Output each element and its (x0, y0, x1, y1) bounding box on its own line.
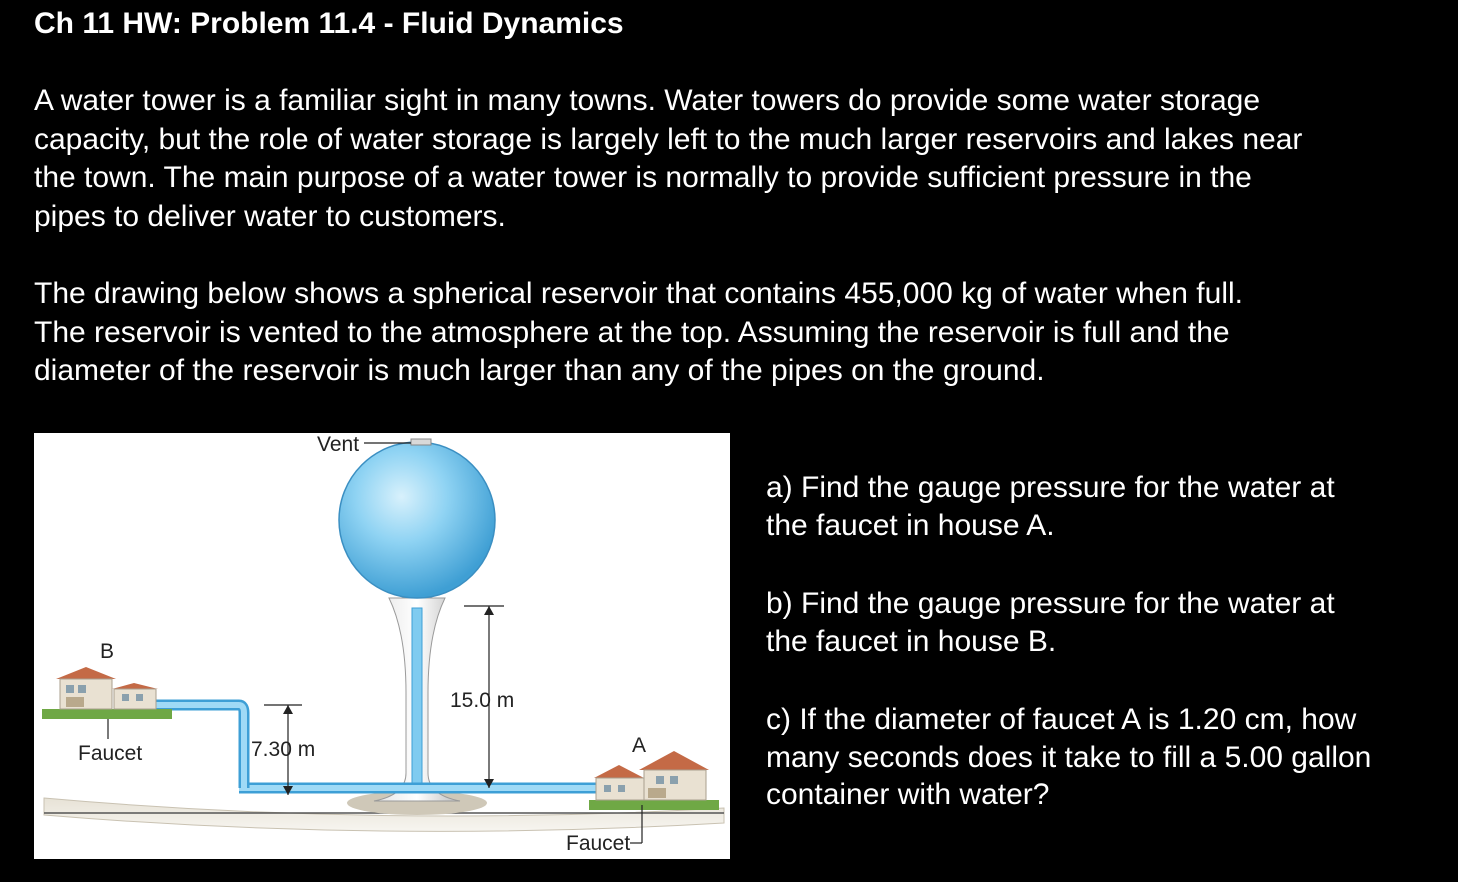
setup-line: diameter of the reservoir is much larger than any of the pipes on the ground. (34, 354, 1045, 387)
spherical-reservoir (339, 442, 495, 598)
vent-label: Vent (317, 433, 360, 456)
question-b (766, 585, 1446, 660)
house-a-label: A (632, 734, 647, 757)
question-a-line: a) Find the gauge pressure for the water at (766, 471, 1335, 504)
question-c-line: container with water? (766, 778, 1050, 811)
question-a (766, 469, 1446, 544)
water-tower-figure (34, 433, 730, 859)
intro-line: pipes to deliver water to customers. (34, 199, 506, 233)
faucet-b-label: Faucet (78, 742, 143, 765)
setup-line: The drawing below shows a spherical reservoir that contains 455,000 kg of water when full. (34, 277, 1243, 310)
stem-water-pipe (412, 608, 422, 788)
house-b-label: B (100, 640, 115, 663)
question-c-line: many seconds does it take to fill a 5.00 gallon (766, 740, 1372, 774)
question-b-line: b) Find the gauge pressure for the water at (766, 587, 1335, 620)
question-a-line: the faucet in house A. (766, 508, 1055, 542)
question-c (766, 701, 1446, 814)
question-c-line: c) If the diameter of faucet A is 1.20 cm, how (766, 703, 1357, 736)
vent-cap (411, 439, 431, 445)
intro-line: capacity, but the role of water storage is largely left to the much larger reservoirs and lakes near (34, 122, 1303, 156)
setup-line: The reservoir is vented to the atmosphere at the top. Assuming the reservoir is full and the (34, 315, 1230, 349)
height-tower-label: 15.0 m (450, 689, 515, 712)
house-b (42, 667, 172, 719)
question-b-line: the faucet in house B. (766, 624, 1057, 658)
setup-paragraph (34, 275, 1434, 391)
problem-title: Ch 11 HW: Problem 11.4 - Fluid Dynamics (34, 7, 624, 40)
faucet-a-label: Faucet (566, 832, 631, 855)
intro-line: A water tower is a familiar sight in many towns. Water towers do provide some water storage (34, 84, 1261, 117)
house-a (589, 751, 719, 810)
height-b-label: 7.30 m (251, 738, 316, 761)
water-tower-diagram (34, 433, 730, 859)
intro-line: the town. The main purpose of a water tower is normally to provide sufficient pressure in the (34, 161, 1252, 194)
intro-paragraph (34, 82, 1434, 236)
